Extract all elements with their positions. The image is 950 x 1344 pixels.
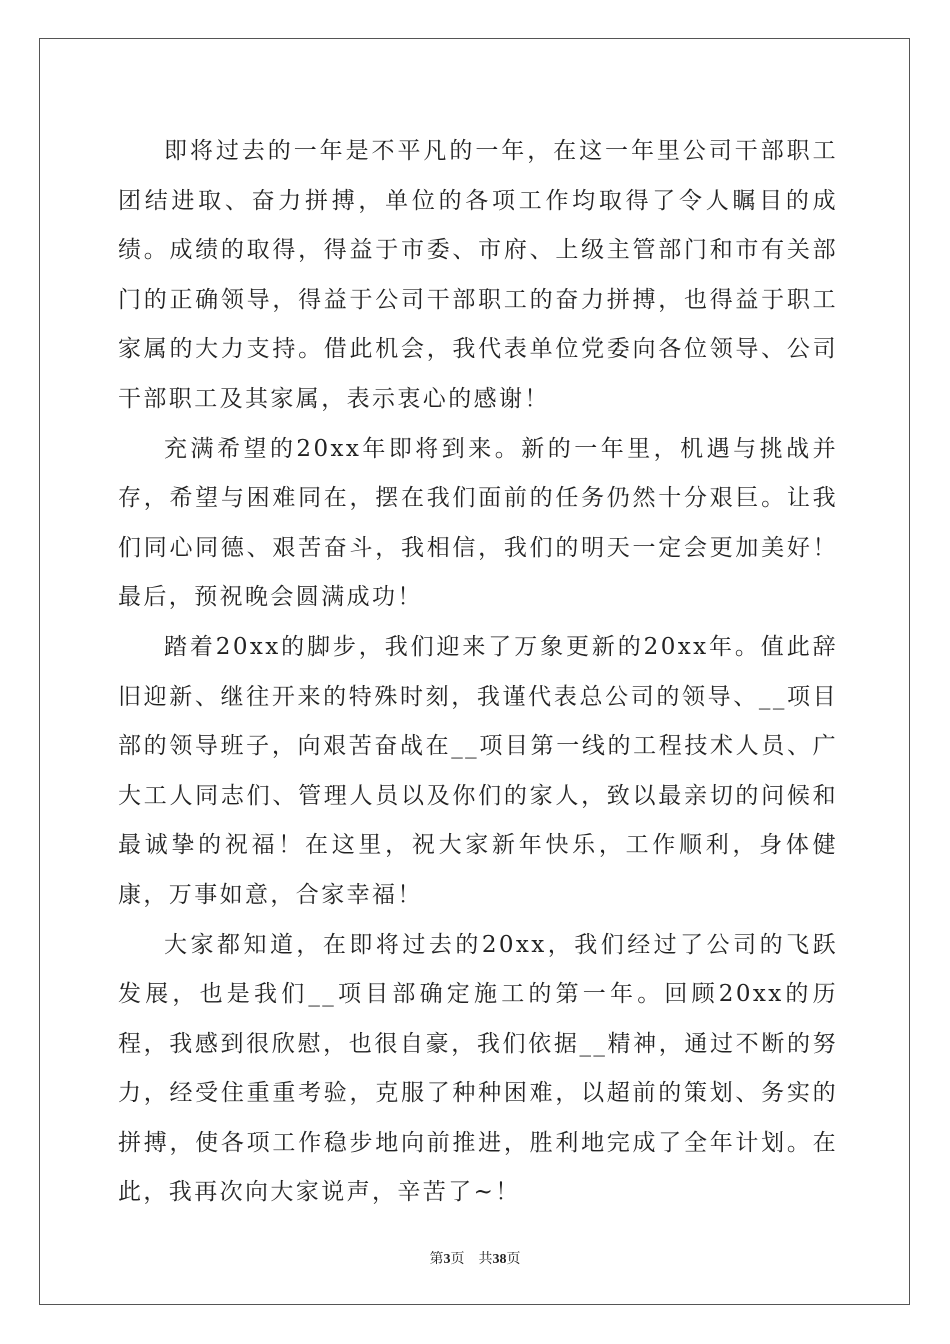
- footer-suffix: 页: [506, 1251, 521, 1267]
- document-body: [118, 127, 838, 1218]
- paragraph-3: 踏着20xx的脚步，我们迎来了万象更新的20xx年。值此辞旧迎新、继往开来的特殊时刻，我谨代表总公司的领导、__项目部的领导班子，向艰苦奋战在__项目第一线的工程技术人员、广大工人同志们、管理人员以及你们的家人，致以最亲切的问候和最诚挚的祝福！在这里，祝大家新年快乐，工作顺利，身体健康，万事如意，合家幸福！: [118, 633, 838, 908]
- total-page-count: 38: [492, 1252, 507, 1267]
- paragraph-1: 即将过去的一年是不平凡的一年，在这一年里公司干部职工团结进取、奋力拼搏，单位的各项工作均取得了令人瞩目的成绩。成绩的取得，得益于市委、市府、上级主管部门和市有关部门的正确领导，得益于公司干部职工的奋力拼搏，也得益于职工家属的大力支持。借此机会，我代表单位党委向各位领导、公司干部职工及其家属，表示衷心的感谢！: [118, 138, 838, 412]
- footer-middle: 页 共: [450, 1251, 493, 1267]
- current-page-number: 3: [443, 1252, 451, 1267]
- footer-prefix: 第: [429, 1251, 444, 1267]
- paragraph-4: 大家都知道，在即将过去的20xx，我们经过了公司的飞跃发展，也是我们__项目部确定施工的第一年。回顾20xx的历程，我感到很欣慰，也很自豪，我们依据__精神，通过不断的努力，经受住重重考验，克服了种种困难，以超前的策划、务实的拼搏，使各项工作稳步地向前推进，胜利地完成了全年计划。在此，我再次向大家说声，辛苦了~！: [118, 931, 838, 1206]
- paragraph-2: 充满希望的20xx年即将到来。新的一年里，机遇与挑战并存，希望与困难同在，摆在我们面前的任务仍然十分艰巨。让我们同心同德、艰苦奋斗，我相信，我们的明天一定会更加美好！最后，预祝晚会圆满成功！: [118, 435, 838, 611]
- page-footer: [0, 1248, 950, 1268]
